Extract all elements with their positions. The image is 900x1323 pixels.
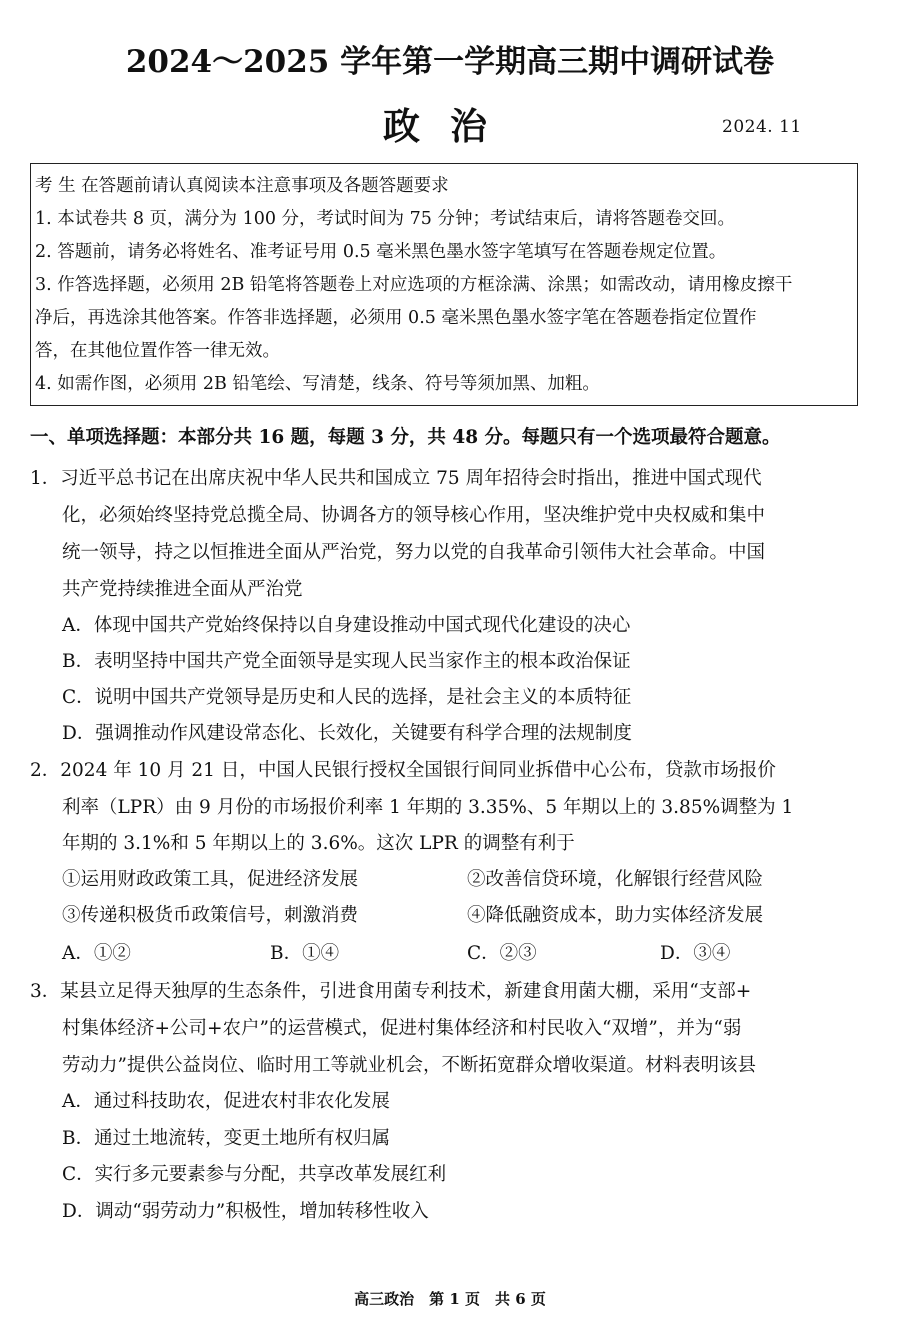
q3-stem-line: 3．某县立足得天独厚的生态条件，引进食用菌专利技术，新建食用菌大棚，采用“支部+ bbox=[30, 981, 752, 1002]
q1-option-d: D．强调推动作风建设常态化、长效化，关键要有科学合理的法规制度 bbox=[62, 723, 632, 744]
notice-line: 2. 答题前，请务必将姓名、准考证号用 0.5 毫米黑色墨水签字笔填写在答题卷规定位置。 bbox=[35, 242, 727, 262]
notice-line: 考 生 在答题前请认真阅读本注意事项及各题答题要求 bbox=[35, 176, 449, 196]
notice-box bbox=[30, 163, 858, 406]
q2-option-a: A．①② bbox=[62, 943, 131, 964]
q1-option-c: C．说明中国共产党领导是历史和人民的选择，是社会主义的本质特征 bbox=[62, 687, 632, 708]
notice-line: 3. 作答选择题，必须用 2B 铅笔将答题卷上对应选项的方框涂满、涂黑；如需改动，请用橡皮擦干 bbox=[35, 275, 793, 295]
q3-option-b: B．通过土地流转，变更土地所有权归属 bbox=[62, 1128, 391, 1149]
q2-item-2: ②改善信贷环境，化解银行经营风险 bbox=[467, 869, 764, 890]
q2-option-c: C．②③ bbox=[467, 943, 537, 964]
q2-option-d: D．③④ bbox=[660, 943, 731, 964]
q1-option-a: A．体现中国共产党始终保持以自身建设推动中国式现代化建设的决心 bbox=[62, 615, 631, 636]
q2-item-1: ①运用财政政策工具，促进经济发展 bbox=[62, 869, 359, 890]
q1-stem-line: 统一领导，持之以恒推进全面从严治党，努力以党的自我革命引领伟大社会革命。中国 bbox=[62, 542, 766, 563]
exam-title: 2024～2025 学年第一学期高三期中调研试卷 bbox=[125, 44, 775, 80]
exam-date: 2024. 11 bbox=[722, 117, 802, 137]
section-heading: 一、单项选择题：本部分共 16 题，每题 3 分，共 48 分。每题只有一个选项最符合题意。 bbox=[30, 427, 781, 448]
notice-line: 净后，再选涂其他答案。作答非选择题，必须用 0.5 毫米黑色墨水签字笔在答题卷指定位置作 bbox=[35, 308, 757, 328]
q3-stem-line: 村集体经济+公司+农户”的运营模式，促进村集体经济和村民收入“双增”，并为“弱 bbox=[62, 1018, 742, 1039]
q2-item-3: ③传递积极货币政策信号，刺激消费 bbox=[62, 905, 359, 926]
subject-title: 政治 bbox=[383, 104, 517, 148]
q1-stem-line: 1．习近平总书记在出席庆祝中华人民共和国成立 75 周年招待会时指出，推进中国式现代 bbox=[30, 468, 762, 489]
notice-line: 4. 如需作图，必须用 2B 铅笔绘、写清楚，线条、符号等须加黑、加粗。 bbox=[35, 374, 600, 394]
q1-stem-line: 化，必须始终坚持党总揽全局、协调各方的领导核心作用，坚决维护党中央权威和集中 bbox=[62, 505, 766, 526]
q3-option-c: C．实行多元要素参与分配，共享改革发展红利 bbox=[62, 1164, 447, 1185]
q1-option-b: B．表明坚持中国共产党全面领导是实现人民当家作主的根本政治保证 bbox=[62, 651, 631, 672]
q1-stem-line: 共产党持续推进全面从严治党 bbox=[62, 579, 303, 600]
q3-stem-line: 劳动力”提供公益岗位、临时用工等就业机会，不断拓宽群众增收渠道。材料表明该县 bbox=[62, 1055, 756, 1076]
notice-line: 答，在其他位置作答一律无效。 bbox=[35, 341, 280, 361]
q2-item-4: ④降低融资成本，助力实体经济发展 bbox=[467, 905, 764, 926]
q2-stem-line: 年期的 3.1%和 5 年期以上的 3.6%。这次 LPR 的调整有利于 bbox=[62, 833, 575, 854]
notice-line: 1. 本试卷共 8 页，满分为 100 分，考试时间为 75 分钟；考试结束后，请将答题卷交回。 bbox=[35, 209, 735, 229]
q2-stem-line: 2．2024 年 10 月 21 日，中国人民银行授权全国银行间同业拆借中心公布，贷款市场报价 bbox=[30, 760, 776, 781]
page-footer: 高三政治 第 1 页 共 6 页 bbox=[354, 1290, 546, 1308]
q3-option-d: D．调动“弱劳动力”积极性，增加转移性收入 bbox=[62, 1201, 429, 1222]
q2-stem-line: 利率（LPR）由 9 月份的市场报价利率 1 年期的 3.35%、5 年期以上的 3.85%调整为 1 bbox=[62, 797, 794, 818]
q2-option-b: B．①④ bbox=[270, 943, 340, 964]
q3-option-a: A．通过科技助农，促进农村非农化发展 bbox=[62, 1091, 390, 1112]
